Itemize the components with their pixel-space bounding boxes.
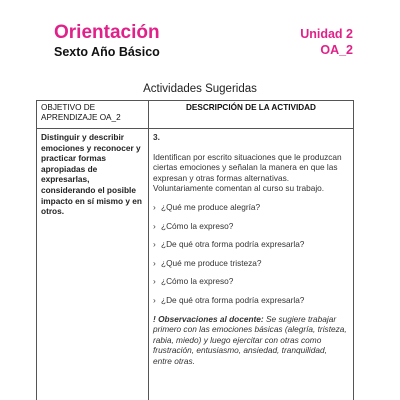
question-item — [153, 276, 348, 287]
document-header-right — [300, 27, 353, 58]
subject-title: Orientación — [54, 22, 160, 43]
question-item — [153, 258, 348, 269]
oa-code: OA_2 — [320, 43, 353, 57]
header-divider — [37, 128, 353, 129]
question-text: ¿Cómo la expreso? — [161, 220, 234, 231]
question-item — [153, 221, 348, 232]
observations-label: ! Observaciones al docente: — [153, 313, 264, 324]
section-title: Actividades Sugeridas — [143, 83, 257, 95]
learning-objective-text: Distinguir y describir emociones y reconocer y practicar formas apropiadas de expresarlas, considerando el posible impacto en sí mismo y en otros. — [41, 132, 142, 217]
column-divider — [148, 101, 149, 400]
question-text: ¿Qué me produce tristeza? — [161, 257, 262, 268]
activity-description — [153, 132, 348, 367]
activities-table — [36, 100, 354, 400]
question-text: ¿De qué otra forma podría expresarla? — [161, 294, 305, 305]
bullet-arrow-icon: › — [153, 239, 156, 250]
question-text: ¿Cómo la expreso? — [161, 276, 234, 287]
bullet-arrow-icon: › — [153, 276, 156, 287]
bullet-arrow-icon: › — [153, 257, 156, 268]
bullet-arrow-icon: › — [153, 294, 156, 305]
objective-column-header: OBJETIVO DE APRENDIZAJE OA_2 — [41, 103, 121, 122]
question-item — [153, 202, 348, 213]
unit-label: Unidad 2 — [300, 27, 353, 41]
activity-number: 3. — [153, 132, 160, 142]
document-header-left — [54, 22, 160, 59]
question-item — [153, 295, 348, 306]
observations-text: Se sugiere trabajar primero con las emociones básicas (alegría, tristeza, rabia, miedo) y luego ejercitar con otras como frustración, entusiasmo, ansiedad, tranquilidad, entre otras. — [153, 313, 347, 366]
teacher-observations — [153, 314, 348, 367]
description-column-header: DESCRIPCIÓN DE LA ACTIVIDAD — [186, 103, 316, 112]
bullet-arrow-icon: › — [153, 220, 156, 231]
activity-intro: Identifican por escrito situaciones que le produzcan ciertas emociones y señalan la manera en que las expresan y otras formas alternativas. Voluntariamente comentan al curso su trabajo. — [153, 151, 342, 194]
question-text: ¿De qué otra forma podría expresarla? — [161, 239, 305, 250]
question-item — [153, 239, 348, 250]
bullet-arrow-icon: › — [153, 201, 156, 212]
question-text: ¿Qué me produce alegría? — [161, 201, 261, 212]
grade-level: Sexto Año Básico — [54, 45, 160, 59]
